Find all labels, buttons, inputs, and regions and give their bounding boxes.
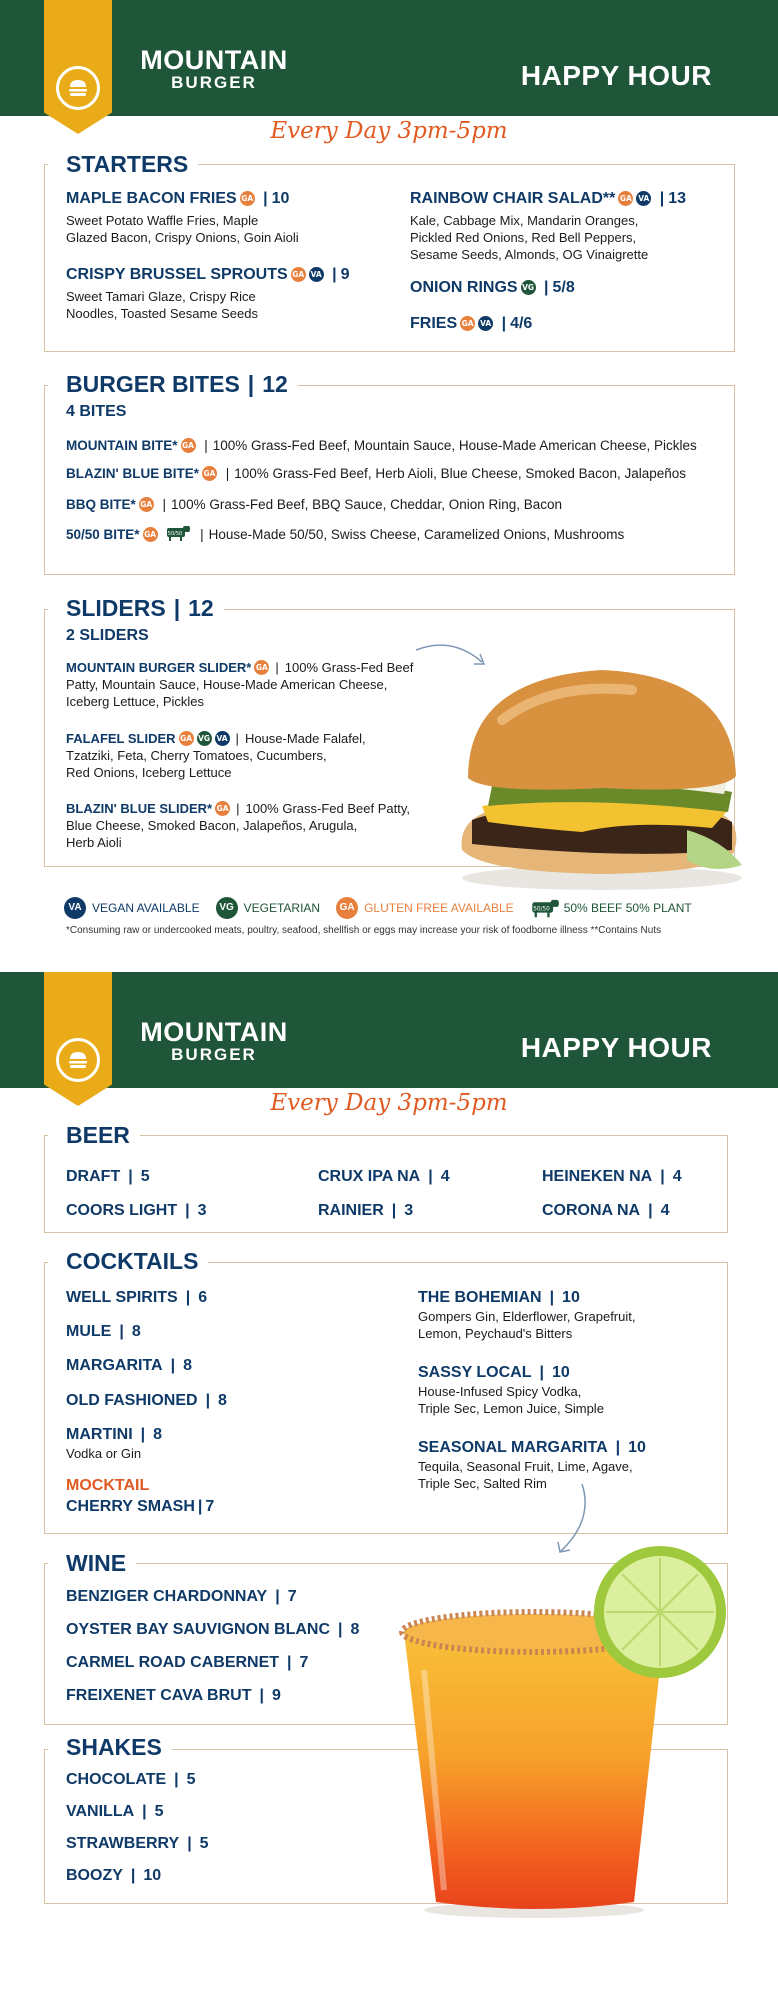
- beer-item: COORS LIGHT | 3: [66, 1202, 207, 1219]
- menu-item-maple-bacon-fries: MAPLE BACON FRIES GA | 10: [66, 190, 290, 207]
- svg-text:50/50: 50/50: [532, 906, 550, 913]
- cocktail-item: SEASONAL MARGARITA | 10: [418, 1439, 646, 1456]
- burger-logo-icon: [56, 66, 100, 110]
- beer-item: CRUX IPA NA | 4: [318, 1168, 450, 1185]
- item-desc: House-Infused Spicy Vodka, Triple Sec, Lemon Juice, Simple: [418, 1384, 604, 1416]
- gluten-free-icon: GA: [181, 438, 196, 453]
- cocktails-title: COCKTAILS: [48, 1248, 208, 1274]
- header-band-2: [0, 972, 778, 1088]
- cocktail-item: MARTINI | 8: [66, 1426, 163, 1443]
- brand-line2: BURGER: [171, 73, 257, 92]
- bites-subtitle: 4 BITES: [66, 403, 127, 420]
- mocktail-item: CHERRY SMASH | 7: [66, 1498, 215, 1515]
- beer-item: CORONA NA | 4: [542, 1202, 670, 1219]
- burger-bites-title: BURGER BITES | 12: [48, 371, 298, 397]
- wine-item: OYSTER BAY SAUVIGNON BLANC | 8: [66, 1621, 360, 1638]
- menu-item-fries: FRIES GA VA | 4/6: [410, 315, 533, 332]
- gluten-free-icon: GA: [179, 731, 194, 746]
- slider-burger-image: [432, 660, 754, 895]
- item-desc: Sweet Potato Waffle Fries, Maple Glazed Bacon, Crispy Onions, Goin Aioli: [66, 213, 299, 245]
- shake-item: BOOZY | 10: [66, 1867, 162, 1884]
- dietary-legend: VA VEGAN AVAILABLE VG VEGETARIAN GA GLUTEN FREE AVAILABLE 50/50 50% BEEF 50% PLANT: [64, 897, 708, 919]
- sliders-subtitle: 2 SLIDERS: [66, 627, 149, 644]
- menu-item-crispy-brussel-sprouts: CRISPY BRUSSEL SPROUTS GA VA | 9: [66, 266, 350, 283]
- menu-item-blazin-blue-slider: BLAZIN' BLUE SLIDER* GA | 100% Grass-Fed Beef Patty, Blue Cheese, Smoked Bacon, Jalapeños, Arugula, Herb Aioli: [66, 801, 410, 850]
- cocktail-item: MARGARITA | 8: [66, 1357, 192, 1374]
- menu-item-rainbow-chair-salad: RAINBOW CHAIR SALAD** GA VA | 13: [410, 190, 687, 207]
- gluten-free-icon: GA: [202, 466, 217, 481]
- brand-logo-text: MOUNTAIN BURGER: [140, 1017, 288, 1064]
- item-desc: Tequila, Seasonal Fruit, Lime, Agave, Triple Sec, Salted Rim: [418, 1459, 633, 1491]
- vegetarian-icon: VG: [521, 280, 536, 295]
- disclaimer: *Consuming raw or undercooked meats, poultry, seafood, shellfish or eggs may increase your risk of foodborne illness **Contains Nuts: [66, 925, 662, 936]
- cow-5050-icon: [165, 525, 191, 541]
- item-desc: Sweet Tamari Glaze, Crispy Rice Noodles, Toasted Sesame Seeds: [66, 289, 258, 321]
- header-title: HAPPY HOUR: [520, 60, 712, 91]
- tagline: Every Day 3pm-5pm: [270, 118, 508, 144]
- header-band: [0, 0, 778, 116]
- vegan-icon: VA: [215, 731, 230, 746]
- beer-title: BEER: [48, 1122, 140, 1148]
- tagline: Every Day 3pm-5pm: [270, 1090, 508, 1116]
- menu-item-5050-bite: 50/50 BITE* GA 50/50 | House-Made 50/50, Swiss Cheese, Caramelized Onions, Mushrooms: [66, 527, 625, 542]
- sliders-title: SLIDERS | 12: [48, 595, 224, 621]
- gluten-free-icon: GA: [139, 497, 154, 512]
- gluten-free-icon: GA: [336, 897, 358, 919]
- logo-ribbon: [44, 0, 112, 134]
- gluten-free-icon: GA: [254, 660, 269, 675]
- burger-logo-icon: [56, 1038, 100, 1082]
- menu-item-blazin-blue-bite: BLAZIN' BLUE BITE* GA | 100% Grass-Fed Beef, Herb Aioli, Blue Cheese, Smoked Bacon, Jalapeños: [66, 466, 686, 481]
- wine-title: WINE: [48, 1550, 136, 1576]
- gluten-free-icon: GA: [618, 191, 633, 206]
- vegan-icon: VA: [478, 316, 493, 331]
- vegan-icon: VA: [636, 191, 651, 206]
- cocktail-item: OLD FASHIONED | 8: [66, 1392, 227, 1409]
- beer-item: HEINEKEN NA | 4: [542, 1168, 682, 1185]
- brand-logo-text: [134, 46, 294, 92]
- gluten-free-icon: GA: [240, 191, 255, 206]
- wine-item: CARMEL ROAD CABERNET | 7: [66, 1654, 309, 1671]
- shake-item: STRAWBERRY | 5: [66, 1835, 209, 1852]
- cocktail-item: MULE | 8: [66, 1323, 141, 1340]
- cocktail-item: THE BOHEMIAN | 10: [418, 1289, 580, 1306]
- gluten-free-icon: GA: [215, 801, 230, 816]
- gluten-free-icon: GA: [291, 267, 306, 282]
- wine-item: BENZIGER CHARDONNAY | 7: [66, 1588, 297, 1605]
- gluten-free-icon: GA: [143, 527, 158, 542]
- menu-item-bbq-bite: BBQ BITE* GA | 100% Grass-Fed Beef, BBQ Sauce, Cheddar, Onion Ring, Bacon: [66, 497, 563, 512]
- menu-item-mountain-burger-slider: MOUNTAIN BURGER SLIDER* GA | 100% Grass-Fed Beef Patty, Mountain Sauce, House-Made American Cheese, Iceberg Lettuce, Pickles: [66, 660, 414, 709]
- shake-item: CHOCOLATE | 5: [66, 1771, 196, 1788]
- logo-ribbon: [44, 972, 112, 1106]
- vegetarian-icon: VG: [197, 731, 212, 746]
- header-title: HAPPY HOUR: [520, 1032, 712, 1063]
- item-desc: Vodka or Gin: [66, 1446, 142, 1461]
- cow-5050-icon: [530, 897, 560, 919]
- menu-item-onion-rings: ONION RINGS VG | 5/8: [410, 279, 575, 296]
- wine-item: FREIXENET CAVA BRUT | 9: [66, 1687, 281, 1704]
- menu-item-falafel-slider: FALAFEL SLIDER GA VG VA | House-Made Falafel, Tzatziki, Feta, Cherry Tomatoes, Cucumbers, Red Onions, Iceberg Lettuce: [66, 731, 366, 780]
- cocktail-item: WELL SPIRITS | 6: [66, 1289, 208, 1306]
- beer-item: DRAFT | 5: [66, 1168, 150, 1185]
- item-desc: Gompers Gin, Elderflower, Grapefruit, Lemon, Peychaud's Bitters: [418, 1309, 636, 1341]
- mocktail-label: MOCKTAIL: [66, 1477, 150, 1494]
- margarita-drink-image: [384, 1540, 748, 1920]
- starters-title: STARTERS: [48, 151, 198, 177]
- beer-item: RAINIER | 3: [318, 1202, 414, 1219]
- shakes-title: SHAKES: [48, 1734, 172, 1760]
- svg-text:50/50: 50/50: [168, 531, 183, 537]
- cocktail-item: SASSY LOCAL | 10: [418, 1364, 570, 1381]
- gluten-free-icon: GA: [460, 316, 475, 331]
- shake-item: VANILLA | 5: [66, 1803, 164, 1820]
- item-desc: Kale, Cabbage Mix, Mandarin Oranges, Pickled Red Onions, Red Bell Peppers, Sesame Seeds, Almonds, OG Vinaigrette: [410, 213, 649, 262]
- menu-item-mountain-bite: MOUNTAIN BITE* GA | 100% Grass-Fed Beef, Mountain Sauce, House-Made American Cheese, Pickles: [66, 438, 697, 453]
- vegetarian-icon: VG: [216, 897, 238, 919]
- brand-line1: MOUNTAIN: [140, 45, 288, 75]
- vegan-icon: VA: [309, 267, 324, 282]
- vegan-icon: VA: [64, 897, 86, 919]
